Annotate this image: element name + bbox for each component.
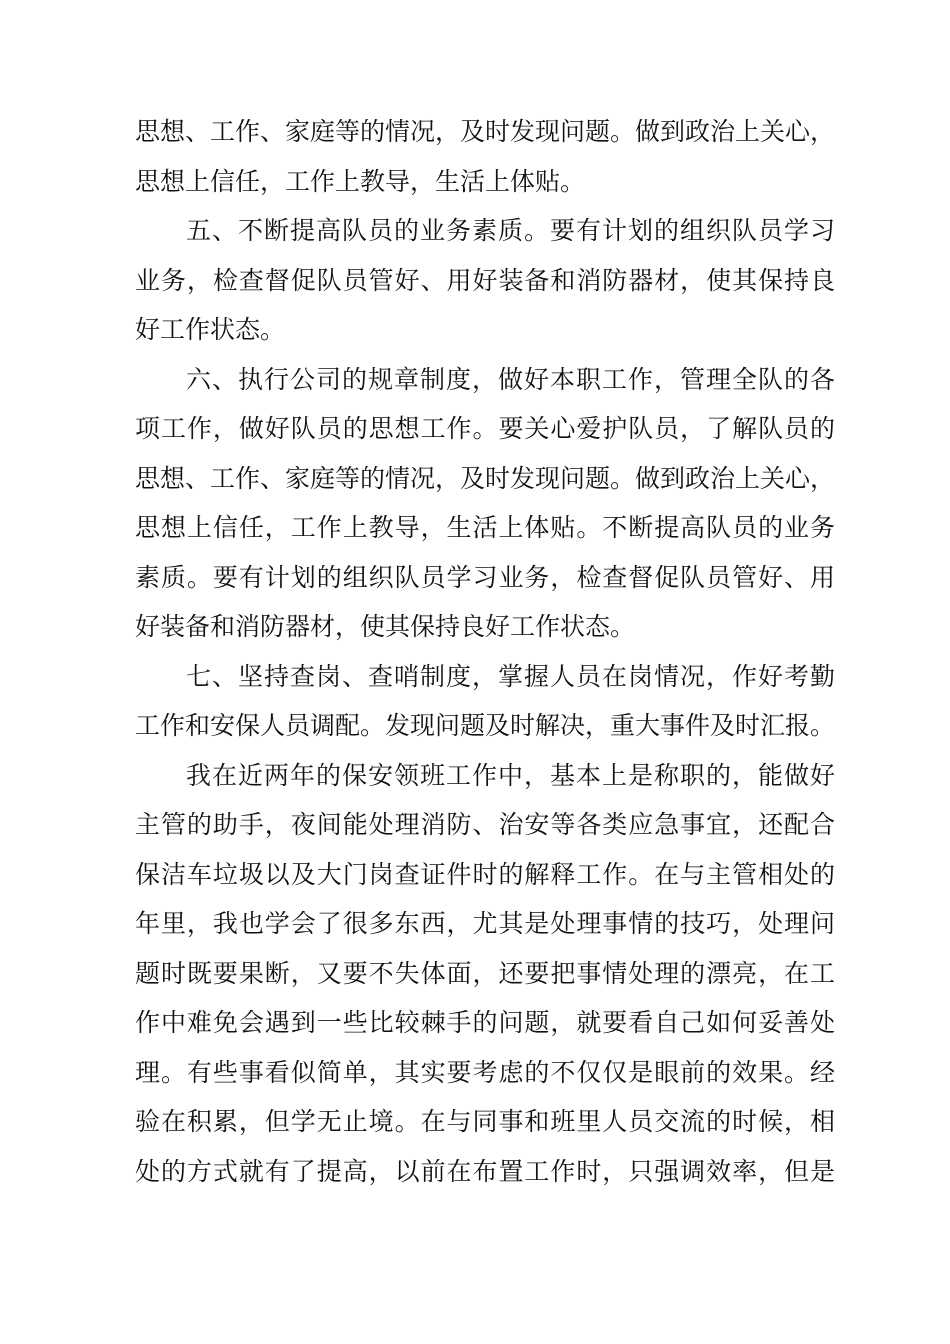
text-line: 验在积累，但学无止境。在与同事和班里人员交流的时候，相 xyxy=(135,1107,835,1136)
text-line: 好装备和消防器材，使其保持良好工作状态。 xyxy=(135,612,636,641)
document-body xyxy=(135,107,835,1196)
text-line: 业务，检查督促队员管好、用好装备和消防器材，使其保持良 xyxy=(135,265,835,295)
text-line: 思想上信任，工作上教导，生活上体贴。 xyxy=(135,166,586,196)
text-line: 好工作状态。 xyxy=(135,315,286,344)
paragraph-summary xyxy=(135,751,835,1197)
text-line: 项工作，做好队员的思想工作。要关心爱护队员，了解队员的 xyxy=(135,414,835,443)
text-line: 保洁车垃圾以及大门岗查证件时的解释工作。在与主管相处的 xyxy=(135,859,835,889)
text-line: 主管的助手，夜间能处理消防、治安等各类应急事宜，还配合 xyxy=(135,810,835,839)
text-line: 年里，我也学会了很多东西，尤其是处理事情的技巧，处理问 xyxy=(135,909,835,938)
text-line: 作中难免会遇到一些比较棘手的问题，就要看自己如何妥善处 xyxy=(135,1008,835,1037)
text-line: 七、坚持查岗、查哨制度，掌握人员在岗情况，作好考勤 xyxy=(186,661,835,691)
paragraph-item-seven xyxy=(135,652,835,751)
text-line: 思想、工作、家庭等的情况，及时发现问题。做到政治上关心， xyxy=(135,463,836,493)
text-line: 思想上信任，工作上教导，生活上体贴。不断提高队员的业务 xyxy=(135,513,835,542)
text-line: 素质。要有计划的组织队员学习业务，检查督促队员管好、用 xyxy=(135,562,835,592)
text-line: 题时既要果断，又要不失体面，还要把事情处理的漂亮，在工 xyxy=(135,958,835,988)
text-line: 六、执行公司的规章制度，做好本职工作，管理全队的各 xyxy=(186,364,835,394)
text-line: 思想、工作、家庭等的情况，及时发现问题。做到政治上关心， xyxy=(135,117,836,146)
paragraph-continued xyxy=(135,107,835,206)
text-line: 处的方式就有了提高，以前在布置工作时，只强调效率，但是 xyxy=(135,1156,835,1186)
paragraph-item-six xyxy=(135,355,835,652)
text-line: 我在近两年的保安领班工作中，基本上是称职的，能做好 xyxy=(186,760,835,790)
text-line: 五、不断提高队员的业务素质。要有计划的组织队员学习 xyxy=(186,216,835,245)
text-line: 工作和安保人员调配。发现问题及时解决，重大事件及时汇报。 xyxy=(135,711,836,740)
text-line: 理。有些事看似简单，其实要考虑的不仅仅是眼前的效果。经 xyxy=(135,1057,835,1087)
paragraph-item-five xyxy=(135,206,835,355)
